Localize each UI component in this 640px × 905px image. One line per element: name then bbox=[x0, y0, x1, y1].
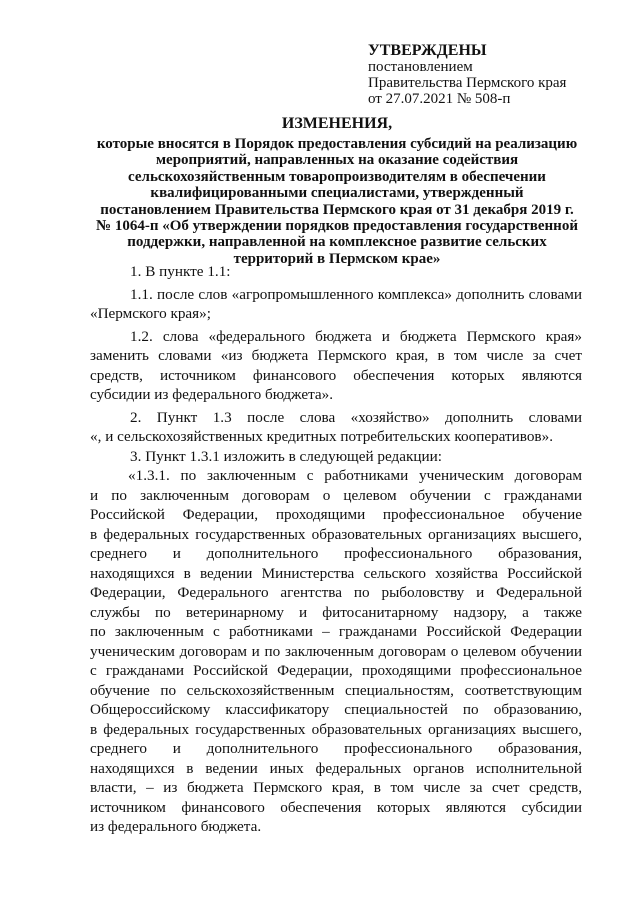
body-line: ученическим договорам и по заключенным договорам о целевом обучении bbox=[90, 642, 582, 660]
body-line: «Пермского края»; bbox=[90, 305, 211, 322]
body-line: и по заключенным договорам о целевом обучении с гражданами bbox=[90, 486, 582, 504]
body-line: среднего и дополнительного профессионального образования, bbox=[90, 545, 582, 562]
body-line: «, и сельскохозяйственных кредитных потребительских кооперативов». bbox=[90, 428, 553, 445]
body-line: 1.2. слова «федерального бюджета и бюджета Пермского края» bbox=[130, 327, 582, 345]
body-line: находящихся в ведении иных федеральных органов исполнительной bbox=[90, 759, 582, 777]
title-line: мероприятий, направленных на оказание содействия bbox=[155, 152, 519, 169]
title-line: поддержки, направленной на комплексное развитие сельских bbox=[127, 234, 547, 251]
title-line: постановлением Правительства Пермского края от 31 декабря 2019 г. bbox=[100, 201, 574, 218]
body-line: источником финансового обеспечения которых являются субсидии bbox=[90, 798, 582, 816]
body-line: по заключенным с работниками – гражданами Российской Федерации bbox=[90, 623, 582, 640]
body-line: «1.3.1. по заключенным с работниками ученическим договорам bbox=[128, 467, 582, 484]
body-line: Федерации, Федерального агентства по рыболовству и Федеральной bbox=[90, 584, 582, 601]
body-line: Российской Федерации, проходящими профессиональное обучение bbox=[90, 506, 582, 523]
body-line: средств, источником финансового обеспечения которых являются bbox=[90, 366, 582, 384]
body-line: из федерального бюджета. bbox=[90, 818, 262, 835]
approval-line: от 27.07.2021 № 508-п bbox=[368, 91, 511, 107]
title-line: территорий в Пермском крае» bbox=[233, 250, 441, 267]
body-line: находящихся в ведении Министерства сельского хозяйства Российской bbox=[90, 564, 582, 582]
body-line: с гражданами Российской Федерации, проходящими профессиональное bbox=[90, 662, 582, 679]
document-body bbox=[90, 262, 582, 837]
title-line: № 1064-п «Об утверждении порядков предоставления государственной bbox=[96, 218, 578, 235]
body-line: среднего и дополнительного профессионального образования, bbox=[90, 740, 582, 757]
approval-line: Правительства Пермского края bbox=[368, 75, 567, 91]
body-line: в федеральных государственных образовательных организациях высшего, bbox=[90, 525, 582, 543]
body-line: заменить словами «из бюджета Пермского края, в том числе за счет bbox=[90, 347, 582, 364]
title-line: которые вносятся в Порядок предоставления субсидий на реализацию bbox=[96, 136, 578, 152]
body-line: обучение по сельскохозяйственным специальностям, соответствующим bbox=[90, 681, 582, 699]
body-line: в федеральных государственных образовательных организациях высшего, bbox=[90, 720, 582, 738]
body-line: власти, – из бюджета Пермского края, в том числе за счет средств, bbox=[90, 779, 582, 796]
body-line: 3. Пункт 1.3.1 изложить в следующей редакции: bbox=[130, 447, 443, 465]
body-line: службы по ветеринарному и фитосанитарному надзору, а также bbox=[90, 603, 582, 621]
approval-line: постановлением bbox=[368, 59, 473, 75]
body-line: 1. В пункте 1.1: bbox=[130, 263, 231, 280]
approval-heading: УТВЕРЖДЕНЫ bbox=[368, 42, 487, 59]
document-title: ИЗМЕНЕНИЯ, bbox=[281, 115, 393, 132]
title-line: сельскохозяйственным товаропроизводителям в обеспечении bbox=[128, 168, 546, 185]
body-line: субсидии из федерального бюджета». bbox=[90, 386, 334, 403]
document-title-block bbox=[86, 114, 588, 267]
approval-stamp bbox=[368, 42, 608, 107]
body-line: 2. Пункт 1.3 после слова «хозяйство» дополнить словами bbox=[130, 408, 582, 426]
title-line: квалифицированными специалистами, утвержденный bbox=[150, 185, 524, 202]
body-line: Общероссийскому классификатору специальностей по образованию, bbox=[90, 701, 582, 718]
body-line: 1.1. после слов «агропромышленного комплекса» дополнить словами bbox=[130, 285, 582, 303]
